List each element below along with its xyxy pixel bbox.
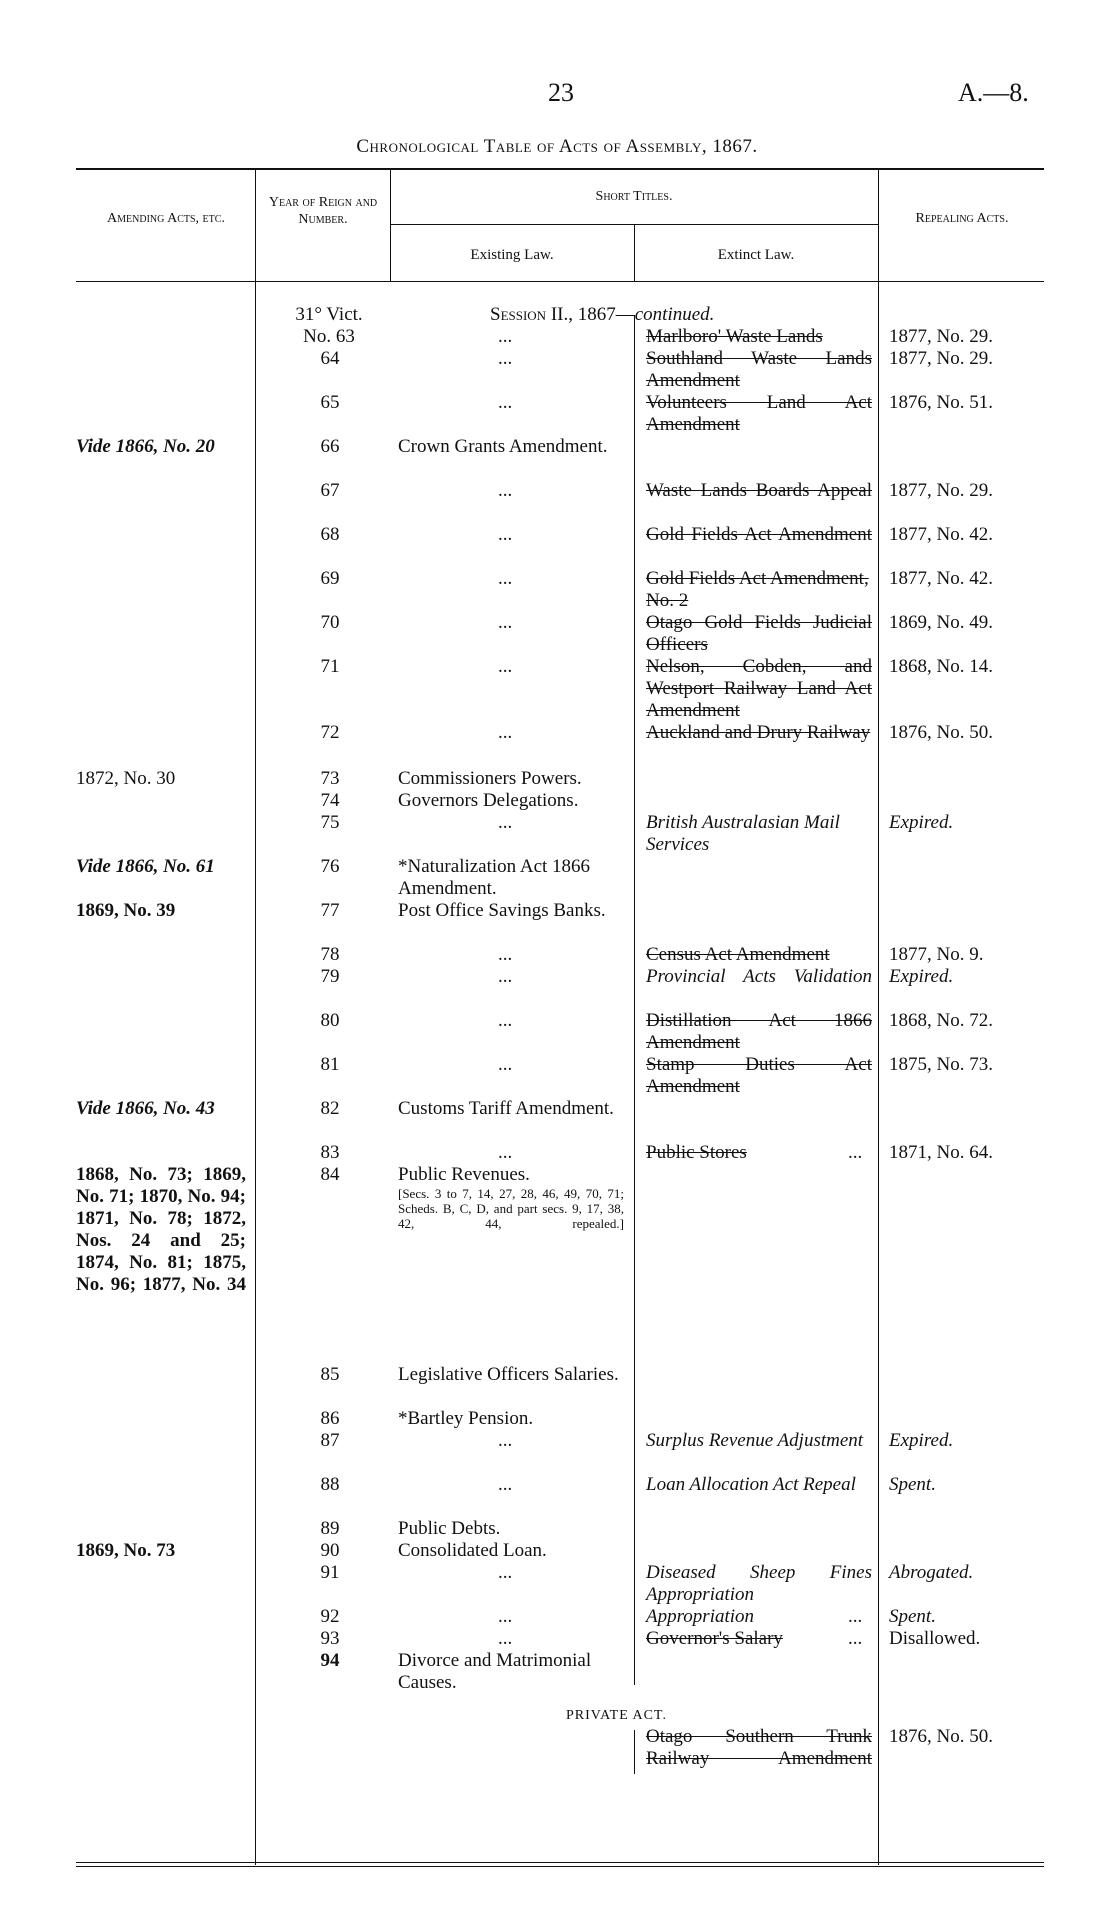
- act-number: 82: [320, 1098, 340, 1119]
- extinct-law: Nelson, Cobden, and Westport Railway Land Act Amendment: [646, 656, 872, 721]
- existing-law: ...: [498, 348, 513, 369]
- repealing-act: 1877, No. 29.: [889, 348, 993, 369]
- act-number: 87: [320, 1430, 340, 1451]
- act-number: 77: [320, 900, 340, 921]
- existing-law: ...: [498, 722, 513, 743]
- extinct-law: Southland Waste Lands Amendment: [646, 348, 872, 391]
- existing-law: ...: [498, 1606, 513, 1627]
- extinct-law: Gold Fields Act Amendment: [646, 524, 872, 545]
- table-bottom-rule-2: [76, 1866, 1044, 1867]
- extinct-law: Public Stores: [646, 1142, 747, 1163]
- existing-law: ...: [498, 1474, 513, 1495]
- amending-act: Vide 1866, No. 43: [76, 1098, 215, 1119]
- extinct-law: Governor's Salary: [646, 1628, 783, 1649]
- repealing-act: Expired.: [889, 966, 954, 987]
- repealing-act: 1877, No. 29.: [889, 480, 993, 501]
- col-head-year: Year of Reign and Number.: [268, 195, 378, 227]
- existing-law: Public Revenues.: [398, 1164, 530, 1185]
- act-number: 89: [320, 1518, 340, 1539]
- extinct-dots: ...: [848, 1142, 863, 1163]
- act-number: 83: [320, 1142, 340, 1163]
- repealing-act: Disallowed.: [889, 1628, 981, 1649]
- extinct-law: Stamp Duties Act Amendment: [646, 1054, 872, 1097]
- existing-law-note: [Secs. 3 to 7, 14, 27, 28, 46, 49, 70, 71; Scheds. B, C, D, and part secs. 9, 17, 38, 42, 44, repealed.]: [398, 1186, 624, 1231]
- repealing-act: Abrogated.: [889, 1562, 974, 1583]
- reign-label: 31° Vict.: [295, 304, 363, 325]
- act-number: 74: [320, 790, 340, 811]
- extinct-law: Otago Southern Trunk Railway Amendment: [646, 1726, 872, 1769]
- act-number: 64: [320, 348, 340, 369]
- repealing-act: 1869, No. 49.: [889, 612, 993, 633]
- act-number: 66: [320, 436, 340, 457]
- act-number: 71: [320, 656, 340, 677]
- act-number: 91: [320, 1562, 340, 1583]
- act-number: 93: [320, 1628, 340, 1649]
- act-number: 85: [320, 1364, 340, 1385]
- extinct-law: Volunteers Land Act Amendment: [646, 392, 872, 435]
- extinct-law: Census Act Amendment: [646, 944, 830, 965]
- private-act-label: PRIVATE ACT.: [566, 1708, 667, 1723]
- extinct-dots: ...: [848, 1628, 863, 1649]
- session-name: Session II., 1867—: [490, 304, 635, 325]
- table-caption: Chronological Table of Acts of Assembly, 1867.: [356, 136, 758, 157]
- table-top-rule: [76, 168, 1044, 170]
- repealing-act: 1871, No. 64.: [889, 1142, 993, 1163]
- divider-year-titles: [390, 170, 391, 282]
- existing-law: ...: [498, 524, 513, 545]
- existing-law: ...: [498, 1628, 513, 1649]
- existing-law: ...: [498, 656, 513, 677]
- act-number: 88: [320, 1474, 340, 1495]
- extinct-law: Auckland and Drury Railway: [646, 722, 871, 743]
- repealing-act: 1876, No. 50.: [889, 1726, 993, 1747]
- existing-law: ...: [498, 1430, 513, 1451]
- amending-act: 1869, No. 73: [76, 1540, 176, 1561]
- repealing-act: 1877, No. 9.: [889, 944, 984, 965]
- existing-law: Divorce and Matrimonial Causes.: [398, 1650, 592, 1693]
- page-number: 23: [548, 78, 574, 107]
- existing-law: ...: [498, 568, 513, 589]
- repealing-act: 1876, No. 51.: [889, 392, 993, 413]
- extinct-law: Surplus Revenue Adjustment: [646, 1430, 864, 1451]
- existing-law: *Naturalization Act 1866 Amendment.: [398, 856, 591, 899]
- col-head-repealing: Repealing Acts.: [915, 211, 1009, 226]
- repealing-act: Spent.: [889, 1474, 936, 1495]
- act-number: 80: [320, 1010, 340, 1031]
- existing-law: Customs Tariff Amendment.: [398, 1098, 614, 1119]
- existing-law: ...: [498, 1010, 513, 1031]
- col-head-short-titles: Short Titles.: [595, 189, 673, 204]
- existing-law: Public Debts.: [398, 1518, 501, 1539]
- amending-act: 1872, No. 30: [76, 768, 176, 789]
- repealing-act: 1875, No. 73.: [889, 1054, 993, 1075]
- repealing-act: Spent.: [889, 1606, 936, 1627]
- existing-law: Governors Delegations.: [398, 790, 579, 811]
- existing-law: Legislative Officers Salaries.: [398, 1364, 619, 1385]
- act-number: 76: [320, 856, 340, 877]
- header-bottom-rule: [76, 281, 1044, 282]
- act-number: No. 63: [303, 326, 355, 347]
- amending-act: 1869, No. 39: [76, 900, 176, 921]
- document-code: A.—8.: [958, 78, 1029, 107]
- repealing-act: 1877, No. 42.: [889, 524, 993, 545]
- existing-law: ...: [498, 326, 513, 347]
- existing-law: ...: [498, 1142, 513, 1163]
- repealing-act: 1877, No. 29.: [889, 326, 993, 347]
- existing-law: ...: [498, 1054, 513, 1075]
- act-number: 65: [320, 392, 340, 413]
- existing-law: *Bartley Pension.: [398, 1408, 534, 1429]
- amending-act: Vide 1866, No. 61: [76, 856, 215, 877]
- act-number: 94: [320, 1650, 340, 1671]
- repealing-act: 1868, No. 14.: [889, 656, 993, 677]
- existing-law: ...: [498, 392, 513, 413]
- existing-law: Post Office Savings Banks.: [398, 900, 606, 921]
- col-head-amending: Amending Acts, etc.: [107, 211, 225, 226]
- table-bottom-rule-1: [76, 1862, 1044, 1863]
- existing-law: Crown Grants Amendment.: [398, 436, 608, 457]
- existing-law: ...: [498, 944, 513, 965]
- repealing-act: 1868, No. 72.: [889, 1010, 993, 1031]
- extinct-law: Marlboro' Waste Lands: [646, 326, 823, 347]
- extinct-law: Provincial Acts Validation: [646, 966, 872, 987]
- amending-act: Vide 1866, No. 20: [76, 436, 215, 457]
- act-number: 90: [320, 1540, 340, 1561]
- act-number: 70: [320, 612, 340, 633]
- act-number: 69: [320, 568, 340, 589]
- existing-law: Consolidated Loan.: [398, 1540, 547, 1561]
- extinct-law: Diseased Sheep Fines Appropriation: [646, 1562, 872, 1605]
- extinct-law: Appropriation: [646, 1606, 755, 1627]
- act-number: 81: [320, 1054, 340, 1075]
- extinct-law: Loan Allocation Act Repeal: [646, 1474, 856, 1495]
- extinct-law: British Australasian Mail Services: [646, 812, 840, 855]
- repealing-act: Expired.: [889, 812, 954, 833]
- existing-law: Commissioners Powers.: [398, 768, 582, 789]
- extinct-law: Distillation Act 1866 Amendment: [646, 1010, 872, 1053]
- repealing-act: 1876, No. 50.: [889, 722, 993, 743]
- extinct-law: Gold Fields Act Amendment, No. 2: [646, 568, 869, 611]
- col-head-extinct: Extinct Law.: [717, 247, 795, 263]
- session-label: [490, 304, 714, 326]
- act-number: 73: [320, 768, 340, 789]
- act-number: 75: [320, 812, 340, 833]
- extinct-dots: ...: [848, 1606, 863, 1627]
- amending-act: 1868, No. 73; 1869, No. 71; 1870, No. 94; 1871, No. 78; 1872, Nos. 24 and 25; 1874, No. 81; 1875, No. 96; 1877, No. 34: [76, 1164, 246, 1295]
- act-number: 68: [320, 524, 340, 545]
- act-number: 86: [320, 1408, 340, 1429]
- act-number: 84: [320, 1164, 340, 1185]
- act-number: 78: [320, 944, 340, 965]
- extinct-law: Waste Lands Boards Appeal: [646, 480, 872, 501]
- act-number: 67: [320, 480, 340, 501]
- divider-titles-repeal: [878, 170, 879, 1865]
- act-number: 92: [320, 1606, 340, 1627]
- repealing-act: 1877, No. 42.: [889, 568, 993, 589]
- existing-law: ...: [498, 1562, 513, 1583]
- existing-law: ...: [498, 966, 513, 987]
- existing-law: ...: [498, 612, 513, 633]
- divider-existing-extinct-private: [634, 1730, 635, 1774]
- act-number: 79: [320, 966, 340, 987]
- session-continued: continued.: [634, 304, 715, 325]
- repealing-act: Expired.: [889, 1430, 954, 1451]
- existing-law: ...: [498, 812, 513, 833]
- col-head-existing: Existing Law.: [470, 247, 554, 263]
- existing-law: ...: [498, 480, 513, 501]
- act-number: 72: [320, 722, 340, 743]
- extinct-law: Otago Gold Fields Judicial Officers: [646, 612, 872, 655]
- divider-amend-year: [255, 170, 256, 1865]
